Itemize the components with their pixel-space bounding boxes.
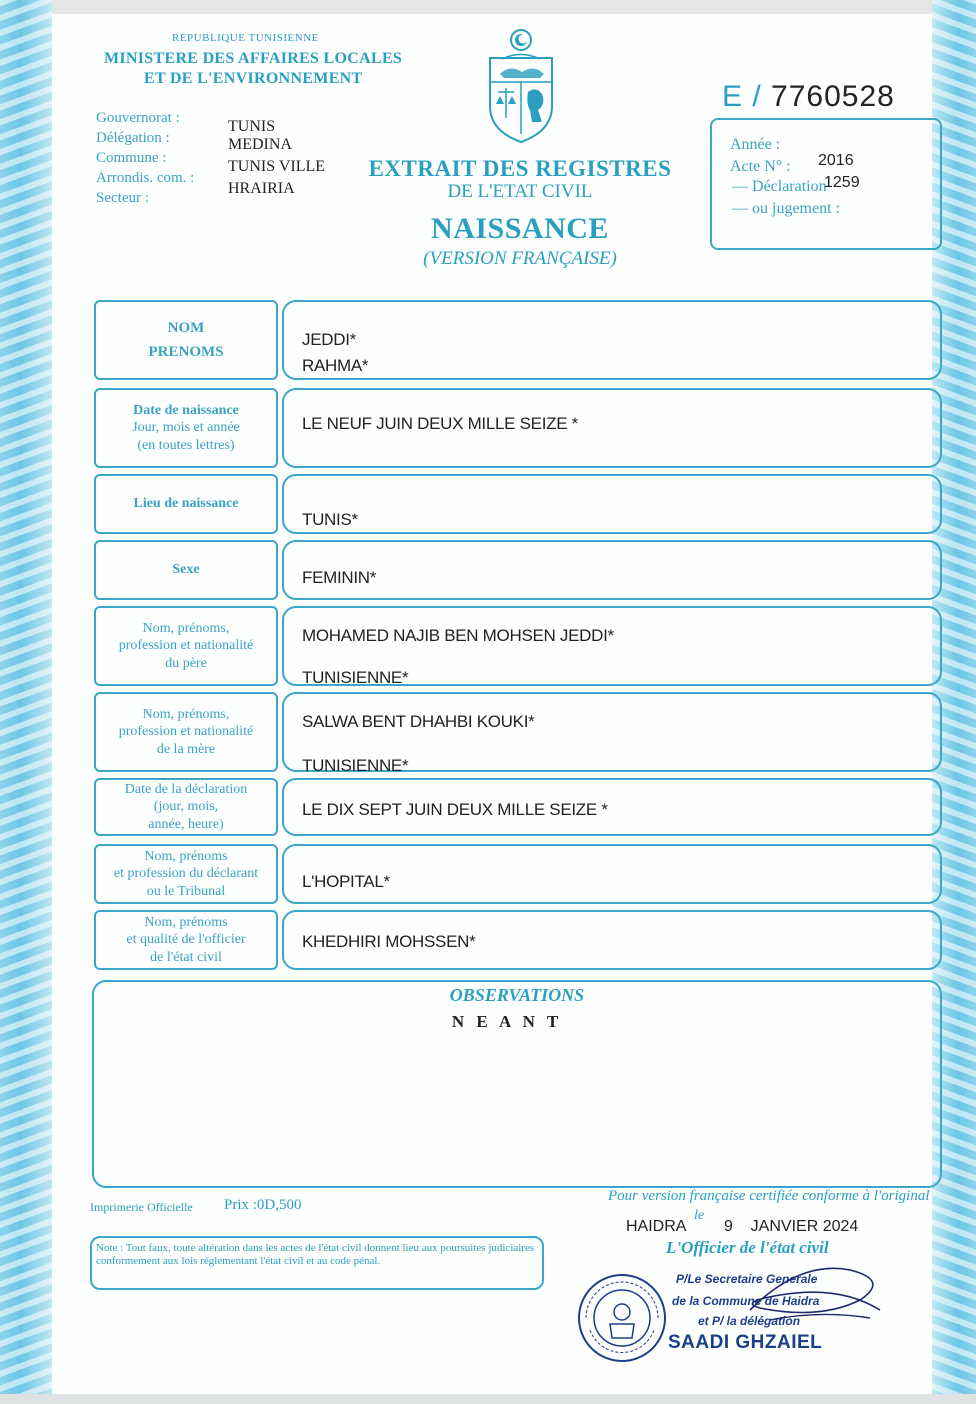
ministere-line2: ET DE L'ENVIRONNEMENT (144, 70, 363, 87)
row-label-line: profession et nationalité (118, 638, 254, 654)
row-value-text: L'HOPITAL* (302, 872, 390, 891)
declaration-label: — Déclaration (732, 178, 827, 195)
admin-label: Commune : (96, 150, 167, 166)
row-label-line: Sexe (172, 562, 200, 578)
row-label-box (94, 474, 278, 534)
note-text: Note : Tout faux, toute altération dans les actes de l'état civil donnent lieu aux poursuites judiciaires conformement aux lois réglementant l'état civil et au code pénal. (96, 1242, 535, 1267)
row-value-text: TUNIS* (302, 510, 358, 529)
row-label-line: Nom, prénoms (144, 914, 228, 930)
admin-value-delegation: MEDINA (228, 136, 292, 153)
bottom-margin (0, 1394, 976, 1404)
prix-label: Prix :0D,500 (224, 1197, 302, 1213)
row-label-line: année, heure) (148, 816, 224, 832)
row-value-text: KHEDHIRI MOHSSEN* (302, 932, 476, 951)
row-value-text: LE DIX SEPT JUIN DEUX MILLE SEIZE * (302, 800, 608, 819)
row-label-box (94, 300, 278, 380)
officier-label: L'Officier de l'état civil (666, 1238, 829, 1257)
row-value-text: TUNISIENNE* (302, 668, 409, 687)
row-value-text: JEDDI* (302, 330, 356, 349)
serial-value (722, 80, 895, 114)
republique-text: REPUBLIQUE TUNISIENNE (172, 32, 319, 44)
row-value-box (282, 474, 942, 534)
handwritten-signature (740, 1240, 890, 1340)
stamp-line-1: P/Le Secretaire Generale (676, 1272, 818, 1286)
row-value-text: FEMININ* (302, 568, 377, 587)
admin-value-gouvernorat: TUNIS (228, 118, 276, 135)
acte-value: 2016 (818, 152, 854, 169)
stamp-line-2: de la Commune de Haidra (672, 1294, 820, 1308)
tunisia-coat-of-arms-icon (482, 26, 560, 146)
row-label-line: Date de naissance (133, 402, 239, 418)
row-value-box (282, 540, 942, 600)
row-label-line: et profession du déclarant (113, 866, 259, 882)
observations-title: OBSERVATIONS (449, 985, 585, 1005)
official-round-stamp-icon (576, 1272, 668, 1364)
row-label-box (94, 540, 278, 600)
stamp-name: SAADI GHZAIEL (668, 1332, 823, 1353)
document-version: (VERSION FRANÇAISE) (423, 248, 617, 269)
admin-values (228, 116, 325, 200)
row-label-line: Nom, prénoms, (142, 620, 230, 636)
acte-label: Acte N° : (730, 158, 791, 175)
row-label-box (94, 692, 278, 772)
serial-digits: 7760528 (761, 80, 895, 113)
document-title: EXTRAIT DES REGISTRES (368, 156, 672, 181)
row-label-line: de la mère (156, 741, 216, 757)
admin-label: Délégation : (96, 130, 170, 146)
admin-label: Arrondis. com. : (96, 170, 195, 186)
row-label-box (94, 388, 278, 468)
row-label-box (94, 606, 278, 686)
place-of-issue: HAIDRA (626, 1218, 687, 1235)
row-label-line: ou le Tribunal (146, 883, 226, 899)
row-label-line: Nom, prénoms (144, 848, 228, 864)
serial-prefix-text: E / (722, 80, 762, 113)
row-label-line: de l'état civil (150, 949, 222, 965)
row-label-box (94, 844, 278, 904)
row-label-box (94, 910, 278, 970)
ministere-line1: MINISTERE DES AFFAIRES LOCALES (104, 50, 403, 67)
observations-value: N E A N T (451, 1012, 563, 1031)
admin-label: Gouvernorat : (96, 110, 180, 126)
admin-value-commune: TUNIS VILLE (228, 158, 326, 175)
stamp-line-3: et P/ la délégation (698, 1314, 801, 1328)
certification-text: Pour version française certifiée conforme à l'original (608, 1188, 930, 1204)
document-type: NAISSANCE (431, 212, 609, 245)
row-label-line: Lieu de naissance (133, 496, 239, 512)
admin-label: Secteur : (96, 190, 149, 206)
row-label-line: (jour, mois, (153, 799, 219, 815)
row-value-text: LE NEUF JUIN DEUX MILLE SEIZE * (302, 414, 578, 433)
row-label-line: Jour, mois et année (132, 420, 240, 436)
row-label-line: PRENOMS (148, 344, 224, 360)
row-label-line: (en toutes lettres) (137, 437, 235, 453)
admin-labels (96, 108, 194, 208)
admin-value-arrondissement: HRAIRIA (228, 180, 295, 197)
le-label: le (694, 1208, 705, 1223)
issue-date: 9 JANVIER 2024 (724, 1218, 859, 1235)
row-label-box (94, 778, 278, 836)
row-value-text: SALWA BENT DHAHBI KOUKI* (302, 712, 535, 731)
declaration-value: 1259 (824, 174, 860, 191)
row-value-text: TUNISIENNE* (302, 756, 409, 775)
document-subtitle: DE L'ETAT CIVIL (447, 181, 593, 202)
row-label-line: Nom, prénoms, (142, 706, 230, 722)
jugement-label: — ou jugement : (732, 200, 840, 217)
row-value-text: MOHAMED NAJIB BEN MOHSEN JEDDI* (302, 626, 614, 645)
row-label-line: du père (165, 655, 207, 671)
row-label-line: NOM (167, 320, 205, 336)
row-label-line: et qualité de l'officier (126, 932, 246, 948)
left-decorative-border (0, 0, 52, 1404)
row-label-line: Date de la déclaration (124, 781, 248, 797)
top-margin (0, 0, 976, 14)
imprimerie-label: Imprimerie Officielle (90, 1200, 193, 1214)
row-value-box (282, 300, 942, 380)
annee-label: Année : (730, 136, 781, 153)
row-value-text: RAHMA* (302, 356, 369, 375)
row-label-line: profession et nationalité (118, 724, 254, 740)
